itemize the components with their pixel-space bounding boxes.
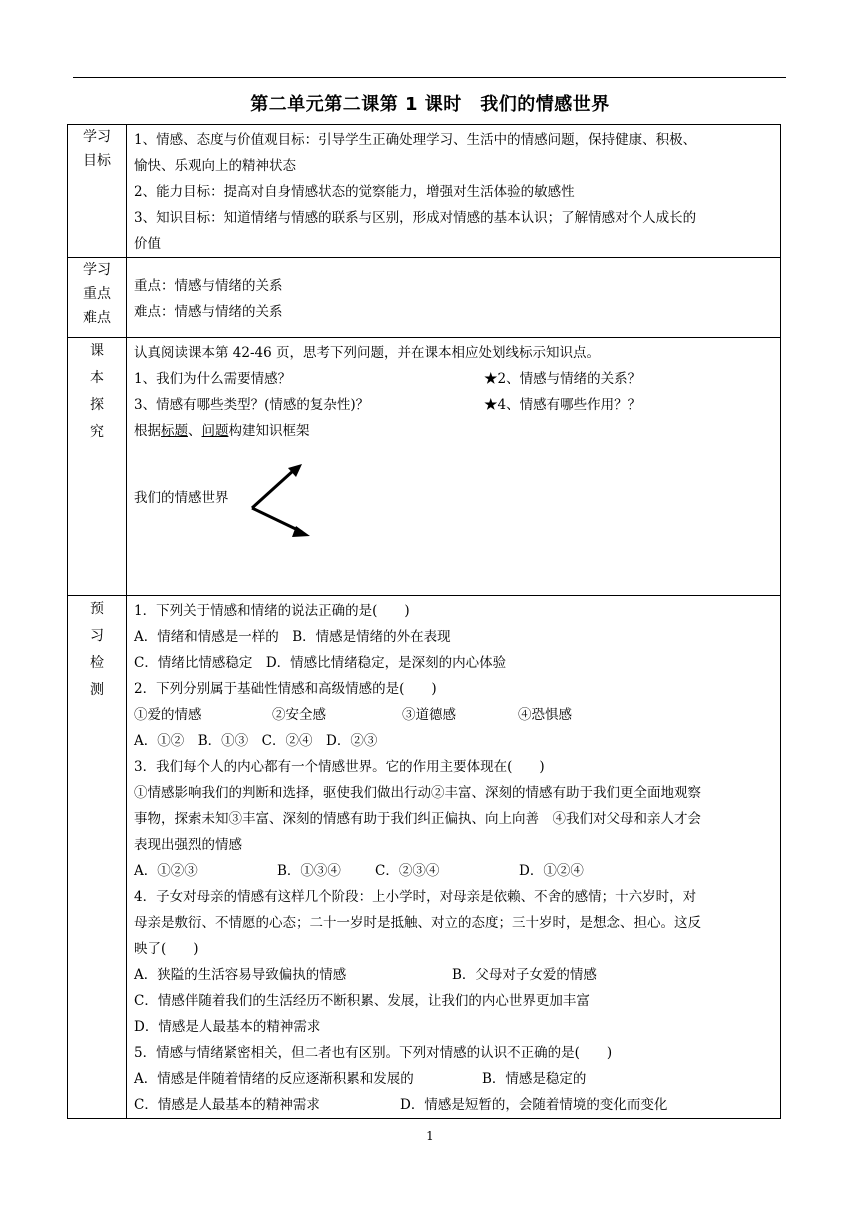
framework-instruction: 根据标题、问题构建知识框架 <box>134 423 310 439</box>
goals-content <box>127 125 781 258</box>
question-stem: 母亲是敷衍、不情愿的心态；二十一岁时是抵触、对立的态度；三十岁时，是想念、担心。这反 <box>134 915 701 931</box>
goal-line: 2、能力目标：提高对自身情感状态的觉察能力，增强对生活体验的敏感性 <box>134 184 575 200</box>
question-text: ①情感影响我们的判断和选择，驱使我们做出行动②丰富、深刻的情感有助于我们更全面地观察 <box>134 785 701 801</box>
question-stem: 2．下列分别属于基础性情感和高级情感的是( ) <box>134 681 437 697</box>
question-stem: 映了( ) <box>134 941 199 957</box>
row-goals <box>68 125 781 258</box>
question-stem: 5．情感与情绪紧密相关，但二者也有区别。下列对情感的认识不正确的是( ) <box>134 1045 613 1061</box>
question-options: A．情感是伴随着情绪的反应逐渐积累和发展的 B．情感是稳定的 <box>134 1071 587 1087</box>
question-text: 表现出强烈的情感 <box>134 837 242 853</box>
goal-line: 价值 <box>134 236 161 252</box>
question-option: C．情感伴随着我们的生活经历不断积累、发展，让我们的内心世界更加丰富 <box>134 993 590 1009</box>
question-text: 事物，探索未知③丰富、深刻的情感有助于我们纠正偏执、向上向善 ④我们对父母和亲人才会 <box>134 811 701 827</box>
question-option: D．情感是人最基本的精神需求 <box>134 1019 321 1035</box>
page-title: 第二单元第二课第 1 课时 我们的情感世界 <box>250 94 610 115</box>
page-number: 1 <box>426 1129 434 1143</box>
question-items: ①爱的情感 ②安全感 ③道德感 ④恐惧感 <box>134 707 572 723</box>
key-points-content <box>127 258 781 338</box>
question-options: A．①② B．①③ C．②④ D．②③ <box>134 733 378 749</box>
question-options: A．狭隘的生活容易导致偏执的情感 B．父母对子女爱的情感 <box>134 967 597 983</box>
label-key-points: 学习 重点 难点 <box>68 258 127 338</box>
framework-center-label: 我们的情感世界 <box>134 490 229 506</box>
header-rule <box>73 77 786 78</box>
branch-arrows-icon <box>246 462 326 542</box>
label-preview-check: 预 习 检 测 <box>68 596 127 1119</box>
lesson-table <box>67 124 781 1119</box>
question-options: C．情感是人最基本的精神需求 D．情感是短暂的，会随着情境的变化而变化 <box>134 1097 668 1113</box>
explore-question: ★4、情感有哪些作用？？ <box>484 397 642 413</box>
explore-question: 3、情感有哪些类型？(情感的复杂性)？ <box>134 397 370 413</box>
question-stem: 4．子女对母亲的情感有这样几个阶段：上小学时，对母亲是依赖、不舍的感情；十六岁时，对 <box>134 889 697 905</box>
explore-question: 1、我们为什么需要情感？ <box>134 371 292 387</box>
question-options: A．①②③ B．①③④ C．②③④ D．①②④ <box>134 863 584 879</box>
key-point-line: 重点：情感与情绪的关系 <box>134 277 283 294</box>
row-key-points <box>68 258 781 338</box>
explore-question: ★2、情感与情绪的关系？ <box>484 371 642 387</box>
explore-intro: 认真阅读课本第 42-46 页，思考下列问题，并在课本相应处划线标示知识点。 <box>134 345 600 361</box>
label-goals: 学习 目标 <box>68 125 127 258</box>
goal-line: 愉快、乐观向上的精神状态 <box>134 158 296 174</box>
preview-check-content <box>127 596 781 1119</box>
goal-line: 3、知识目标：知道情绪与情感的联系与区别，形成对情感的基本认识；了解情感对个人成长的 <box>134 210 697 226</box>
question-options: C．情绪比情感稳定 D．情感比情绪稳定，是深刻的内心体验 <box>134 655 507 671</box>
question-stem: 1．下列关于情感和情绪的说法正确的是( ) <box>134 603 410 619</box>
difficulty-line: 难点：情感与情绪的关系 <box>134 303 283 320</box>
explore-content <box>127 338 781 596</box>
goal-line: 1、情感、态度与价值观目标：引导学生正确处理学习、生活中的情感问题，保持健康、积极、 <box>134 132 697 148</box>
question-stem: 3．我们每个人的内心都有一个情感世界。它的作用主要体现在( ) <box>134 759 545 775</box>
knowledge-framework-diagram <box>134 444 774 554</box>
label-explore: 课 本 探 究 <box>68 338 127 596</box>
row-explore <box>68 338 781 596</box>
row-preview-check <box>68 596 781 1119</box>
question-options: A．情绪和情感是一样的 B．情感是情绪的外在表现 <box>134 629 451 645</box>
